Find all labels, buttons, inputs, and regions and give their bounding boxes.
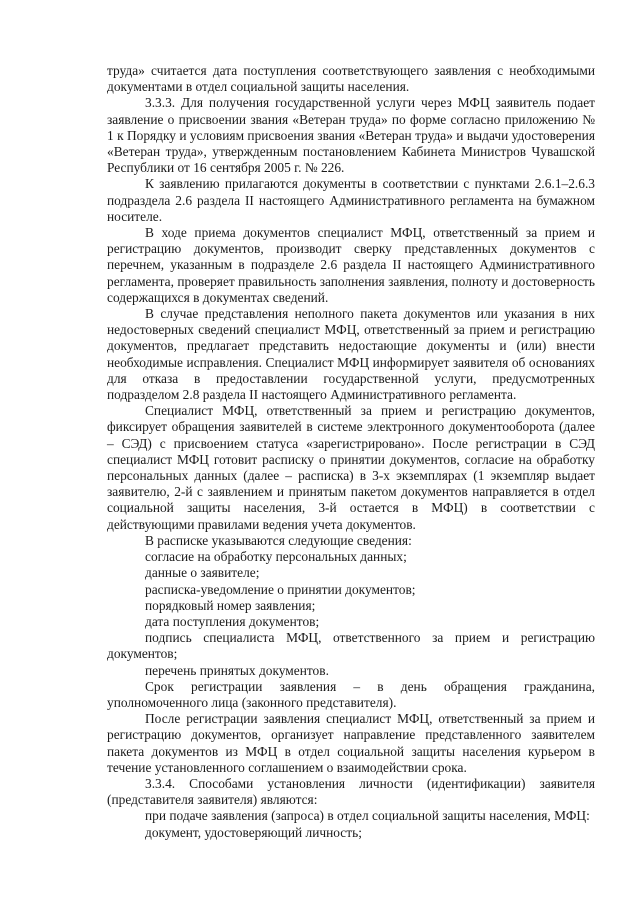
list-item: порядковый номер заявления; [145, 597, 316, 613]
paragraph-receipt-info: В расписке указываются следующие сведения: [145, 532, 412, 548]
list-item: согласие на обработку персональных данных; [145, 549, 407, 565]
paragraph-document-check: В ходе приема документов специалист МФЦ, ответственный за прием и регистрацию документов, производит сверку представленных документов с перечнем, указанным в подразделе 2.6 раздела II настоящего Административного регламента, проверяет правильность заполнения заявления, полноту и достоверность содержащихся в документах сведений. [107, 225, 595, 305]
document-page [107, 63, 595, 841]
paragraph-incomplete-package: В случае представления неполного пакета документов или указания в них недостоверных сведений специалист МФЦ, ответственный за прием и регистрацию документов, предлагает представить недостающие документы и (или) внести необходимые исправления. Специалист МФЦ информирует заявителя об основаниях для отказа в предоставлении государственной услуги, предусмотренных подразделом 2.8 раздела II настоящего Административного регламента. [107, 306, 595, 403]
paragraph-3-3-4: 3.3.4. Способами установления личности (идентификации) заявителя (представителя заявителя) являются: [107, 775, 595, 808]
paragraph-continuation: труда» считается дата поступления соответствующего заявления с необходимыми документами в отдел социальной защиты населения. [107, 63, 595, 95]
list-item: дата поступления документов; [145, 613, 320, 629]
paragraph-3-3-3: 3.3.3. Для получения государственной услуги через МФЦ заявитель подает заявление о присвоении звания «Ветеран труда» по форме согласно приложению № 1 к Порядку и условиям присвоения звания «Ветеран труда» и выдачи удостоверения «Ветеран труда», утвержденным постановлением Кабинета Министров Чувашской Республики от 16 сентября 2005 г. № 226. [107, 95, 595, 176]
paragraph-identity-document: документ, удостоверяющий личность; [145, 824, 362, 840]
paragraph-attached-documents: К заявлению прилагаются документы в соответствии с пунктами 2.6.1–2.6.3 подраздела 2.6 раздела II настоящего Административного регламента на бумажном носителе. [107, 176, 595, 224]
paragraph-courier: После регистрации заявления специалист МФЦ, ответственный за прием и регистрацию документов, организует направление представленного заявителем пакета документов из МФЦ в отдел социальной защиты населения курьером в течение установленного соглашением о взаимодействии срока. [107, 711, 595, 775]
list-item: данные о заявителе; [145, 565, 260, 581]
list-item: подпись специалиста МФЦ, ответственного за прием и регистрацию документов; [107, 630, 595, 662]
paragraph-registration-term: Срок регистрации заявления – в день обращения гражданина, уполномоченного лица (законного представителя). [107, 678, 595, 710]
paragraph-registration: Специалист МФЦ, ответственный за прием и регистрацию документов, фиксирует обращения заявителей в системе электронного документооборота (далее – СЭД) с присвоением статуса «зарегистрировано». После регистрации в СЭД специалист МФЦ готовит расписку о принятии документов, согласие на обработку персональных данных (далее – расписка) в 3-х экземплярах (1 экземпляр выдает заявителю, 2-й с заявлением и принятым пакетом документов направляется в отдел социальной защиты населения, 3-й остается в МФЦ) в соответствии с действующими правилами ведения учета документов. [107, 403, 595, 532]
paragraph-submission: при подаче заявления (запроса) в отдел социальной защиты населения, МФЦ: [145, 808, 590, 824]
list-item: расписка-уведомление о принятии документов; [145, 581, 416, 597]
list-item: перечень принятых документов. [145, 662, 329, 678]
